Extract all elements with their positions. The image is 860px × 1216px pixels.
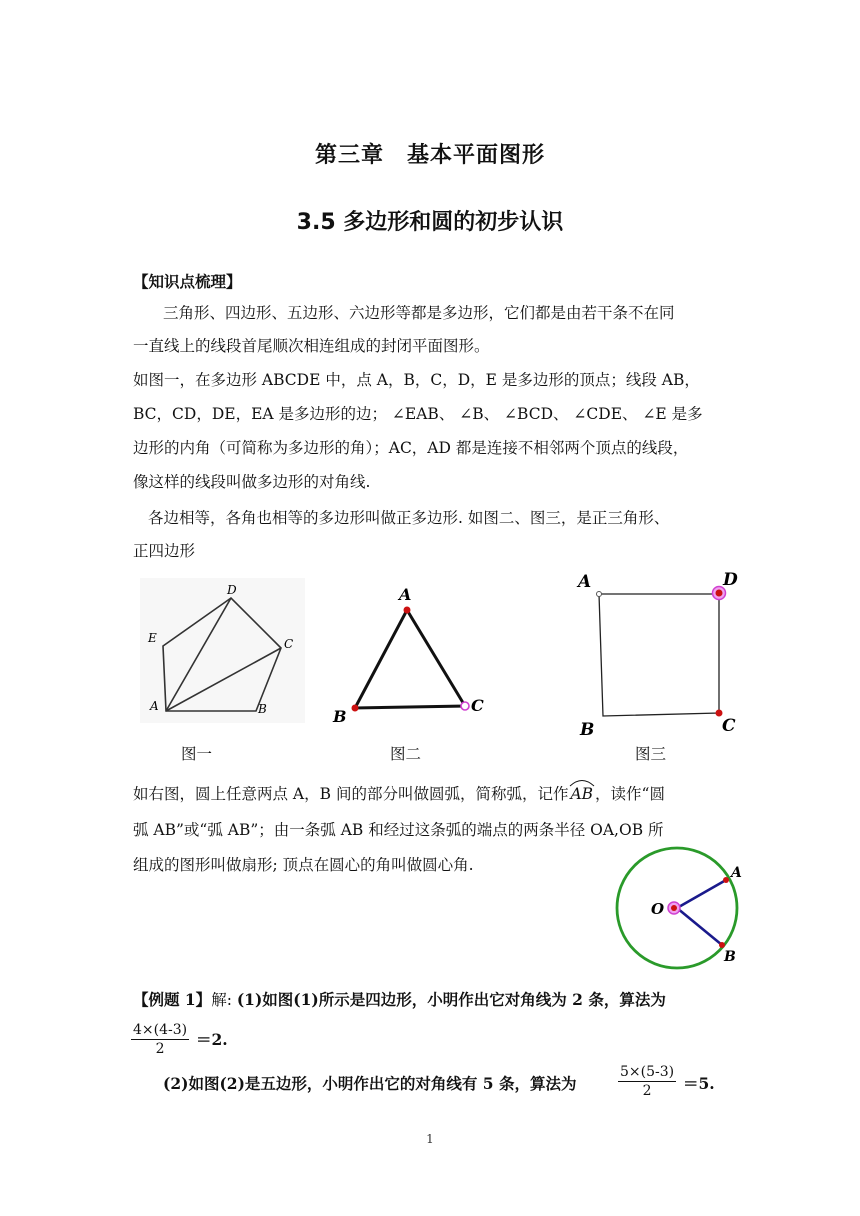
- figure-pentagon: [140, 578, 305, 723]
- paragraph-line: 各边相等，各角也相等的多边形叫做正多边形. 如图二、图三，是正三角形、: [148, 509, 670, 527]
- paragraph-line: 边形的内角（可简称为多边形的角）；AC，AD 都是连接不相邻两个顶点的线段，: [133, 439, 689, 457]
- knowledge-heading: 【知识点梳理】: [133, 273, 242, 291]
- vertex-label-b: B: [258, 702, 267, 716]
- point-label-b: B: [724, 949, 736, 965]
- vertex-label-a: A: [150, 699, 159, 713]
- section-title: 3.5 多边形和圆的初步认识: [296, 210, 564, 235]
- vertex-label-a: A: [578, 572, 592, 592]
- figure-caption: 图三: [635, 745, 667, 763]
- text-run: 如右图，圆上任意两点 A，B 间的部分叫做圆弧，简称弧，记作: [133, 785, 569, 803]
- chapter-title: 第三章 基本平面图形: [314, 143, 545, 168]
- fraction-numerator: 4×(4-3): [133, 1022, 188, 1038]
- vertex-label-b: B: [333, 707, 347, 726]
- paragraph-line: 如图一，在多边形 ABCDE 中，点 A，B，C，D，E 是多边形的顶点；线段 AB，: [133, 371, 700, 389]
- paragraph-line: 组成的图形叫做扇形; 顶点在圆心的角叫做圆心角.: [133, 856, 474, 874]
- paragraph-line: 像这样的线段叫做多边形的对角线.: [133, 473, 371, 491]
- figure-caption: 图一: [181, 745, 213, 763]
- arc-symbol: [568, 777, 596, 787]
- example-line: [133, 990, 666, 1010]
- vertex-label-c: C: [284, 637, 294, 651]
- example-intro: 解:: [211, 991, 237, 1009]
- page-number: 1: [426, 1132, 434, 1146]
- vertex-label-d: D: [723, 570, 738, 590]
- paragraph-line: 三角形、四边形、五边形、六边形等都是多边形，它们都是由若干条不在同: [163, 304, 675, 322]
- point-label-o: O: [651, 900, 665, 918]
- example-label: 【例题 1】: [133, 990, 212, 1009]
- vertex-label-d: D: [227, 583, 237, 597]
- figure-caption: 图二: [390, 745, 422, 763]
- arc-notation: [568, 785, 595, 803]
- paragraph-line: 正四边形: [133, 542, 196, 560]
- example-part2: (2)如图(2)是五边形，小明作出它的对角线有 5 条，算法为: [163, 1074, 577, 1093]
- fraction-2: [618, 1064, 676, 1099]
- paragraph-line: [133, 784, 665, 804]
- text-run: ，读作“圆: [595, 785, 665, 803]
- figure-circle-sector: [605, 843, 755, 978]
- fraction-result: ＝2.: [196, 1030, 228, 1049]
- paragraph-line: BC，CD，DE，EA 是多边形的边； ∠EAB、 ∠B、 ∠BCD、 ∠CDE、 ∠E 是多: [133, 405, 703, 423]
- example-part1: (1)如图(1)所示是四边形，小明作出它对角线为 2 条，算法为: [236, 990, 666, 1009]
- paragraph-line: 弧 AB”或“弧 AB”；由一条弧 AB 和经过这条弧的端点的两条半径 OA,OB 所: [133, 821, 664, 839]
- fraction-denominator: 2: [642, 1083, 652, 1099]
- vertex-label-c: C: [471, 696, 484, 715]
- point-label-a: A: [731, 865, 742, 881]
- arc-label: AB: [570, 785, 594, 803]
- figure-triangle: [325, 578, 500, 730]
- figure-square: [570, 565, 750, 740]
- fraction-result: ＝5.: [683, 1074, 715, 1093]
- fraction-denominator: 2: [155, 1041, 165, 1057]
- vertex-label-b: B: [580, 720, 595, 740]
- fraction-1: [131, 1022, 189, 1057]
- fraction-numerator: 5×(5-3): [620, 1064, 675, 1080]
- vertex-label-c: C: [722, 716, 736, 736]
- vertex-label-e: E: [148, 631, 157, 645]
- paragraph-line: 一直线上的线段首尾顺次相连组成的封闭平面图形。: [133, 337, 490, 355]
- vertex-label-a: A: [399, 585, 412, 604]
